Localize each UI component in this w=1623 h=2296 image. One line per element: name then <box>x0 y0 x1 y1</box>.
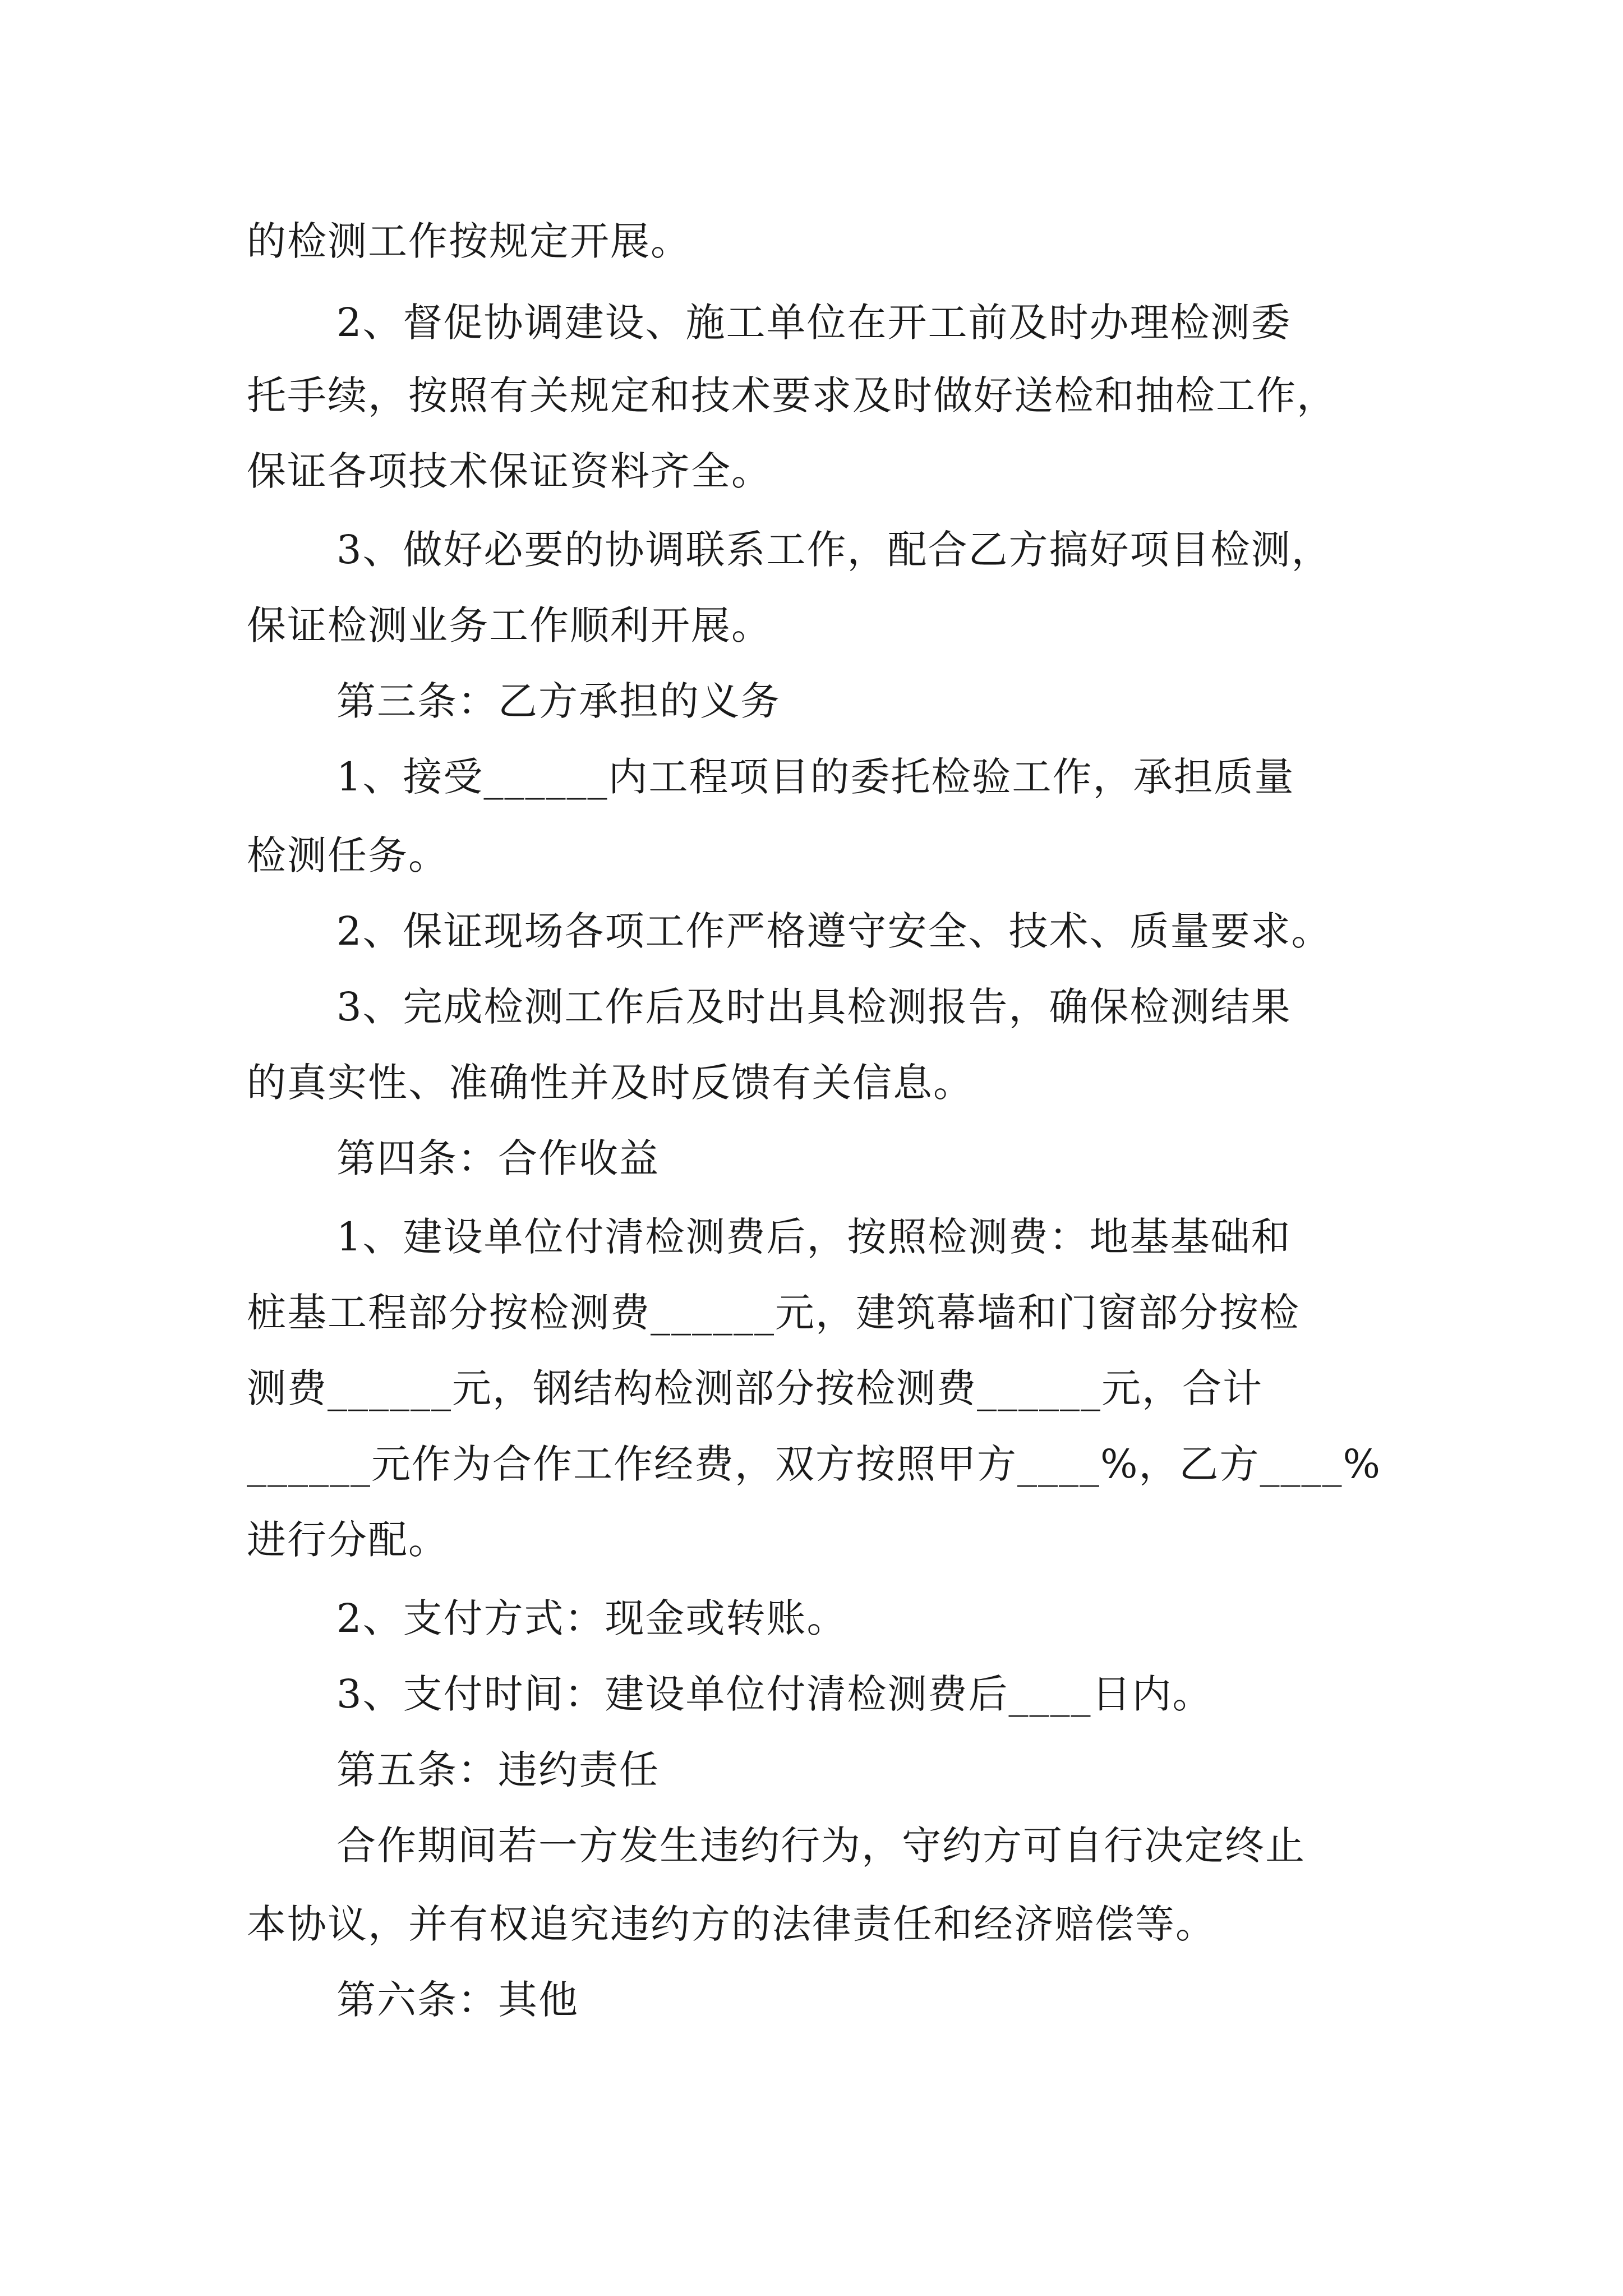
paragraph-line: 合作期间若一方发生违约行为，守约方可自行决定终止 <box>336 1823 1306 1869</box>
paragraph-line: 保证检测业务工作顺利开展。 <box>247 602 772 648</box>
paragraph-line: 本协议，并有权追究违约方的法律责任和经济赔偿等。 <box>247 1901 1216 1947</box>
paragraph-line: 1、接受______内工程项目的委托检验工作，承担质量 <box>336 754 1295 800</box>
section-heading: 第五条：违约责任 <box>336 1747 660 1793</box>
paragraph-line: 桩基工程部分按检测费______元，建筑幕墙和门窗部分按检 <box>247 1290 1300 1336</box>
section-heading: 第三条：乙方承担的义务 <box>336 678 781 724</box>
paragraph-line: 3、完成检测工作后及时出具检测报告，确保检测结果 <box>336 984 1292 1030</box>
paragraph-line: 3、支付时间：建设单位付清检测费后____日内。 <box>336 1671 1213 1717</box>
paragraph-line: 的真实性、准确性并及时反馈有关信息。 <box>247 1060 974 1106</box>
paragraph-line: 3、做好必要的协调联系工作，配合乙方搞好项目检测， <box>336 527 1332 573</box>
paragraph-line: 进行分配。 <box>247 1517 449 1563</box>
paragraph-line: 2、督促协调建设、施工单位在开工前及时办理检测委 <box>336 300 1292 346</box>
paragraph-line: 测费______元，钢结构检测部分按检测费______元，合计 <box>247 1365 1263 1411</box>
paragraph-line: 的检测工作按规定开展。 <box>247 218 691 264</box>
paragraph-line: ______元作为合作工作经费，双方按照甲方____%，乙方____% <box>247 1441 1382 1487</box>
paragraph-line: 检测任务。 <box>247 832 449 878</box>
paragraph-line: 托手续，按照有关规定和技术要求及时做好送检和抽检工作， <box>247 372 1337 418</box>
paragraph-line: 2、保证现场各项工作严格遵守安全、技术、质量要求。 <box>336 908 1332 954</box>
section-heading: 第六条：其他 <box>336 1977 579 2023</box>
section-heading: 第四条：合作收益 <box>336 1135 660 1181</box>
paragraph-line: 1、建设单位付清检测费后，按照检测费：地基基础和 <box>336 1214 1292 1260</box>
paragraph-line: 2、支付方式：现金或转账。 <box>336 1595 847 1641</box>
paragraph-line: 保证各项技术保证资料齐全。 <box>247 448 772 494</box>
